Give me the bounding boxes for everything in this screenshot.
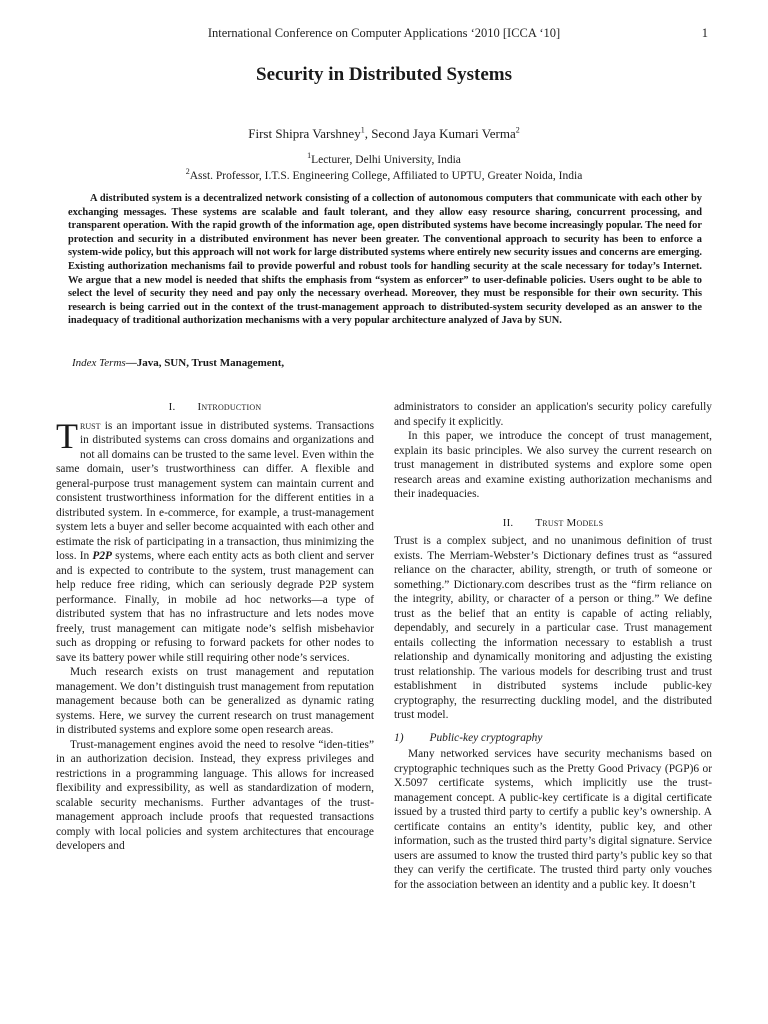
section-gap [394,502,712,516]
right-column [394,400,712,892]
affiliation-2-text: Asst. Professor, I.T.S. Engineering College, Affiliated to UPTU, Greater Noida, India [189,170,583,182]
author-separator: , [364,126,372,141]
section-number: I. [168,401,176,413]
intro-paragraph-1 [56,415,374,666]
intro-paragraph-2: Much research exists on trust management and reputation management. We don’t distinguish trust management from reputation management because both can be generalized as dynamic rating systems. Here, we survey the current research on trust management in distributed systems and explore some open research areas. [56,666,374,736]
subsection-title: Public-key cryptography [429,731,543,744]
intro-paragraph-5: In this paper, we introduce the concept of trust management, explain its basic principles. We also survey the current research on trust management in distributed systems and explore some open research areas and examine existing authorization mechanisms and their inadequacies. [394,430,712,500]
intro-p1-part-b: systems, where each entity acts as both client and server and is expected to contribute to the system, trust management can help reduce free riding, which can seriously degrade P2P system performance. Finally, in mobile ad hoc networks—a type of distributed system that has no infrastructure and lets nodes move freely, trust management can mitigate node’s selfish misbehavior such as dropping or refusing to forward packets for other nodes to save its battery power while still requiring other node’s services. [56,550,374,664]
abstract: A distributed system is a decentralized network consisting of a collection of autonomous computers that communicate with each other by exchanging messages. These systems are scalable and fault tolerant, and they allow easy resource sharing, concurrent processing, and transparent operation. With the rapid growth of the information age, open distributed systems have become increasingly popular. The need for protection and security in a distributed environment has never been greater. The conventional approach to security has been to enforce a system-wide policy, but this approach will not work for large distributed systems where entirely new security issues and concerns are emerging. Existing authorization mechanisms fail to provide powerful and robust tools for handling security at the scale necessary for today’s Internet. We argue that a new model is needed that shifts the emphasis from “system as enforcer” to user-definable policies. Users ought to be able to select the level of security they need and pay only the necessary overhead. Moreover, they must be responsible for their own security. This research is being carried out in the context of the trust-management approach to distributed-system security developed as an answer to the inadequacy of traditional authorization mechanisms with a very popular architecture analyzed of Java by SUN. [68,193,702,327]
index-terms-label: Index Terms [72,357,126,369]
intro-paragraph-4: administrators to consider an application's security policy carefully and specify it explicitly. [394,401,712,428]
intro-p2p-term: P2P [92,550,112,562]
intro-lead-word: rust [80,419,101,432]
section-heading-introduction [56,400,374,415]
section-number: II. [502,516,514,529]
page-bottom-fade [0,1006,768,1024]
affiliation-1 [0,151,768,166]
public-key-paragraph: Many networked services have security mechanisms based on cryptographic techniques such as the Pretty Good Privacy (PGP)6 or X.5097 certificate systems, which implicitly use the trust-management concept. A public-key certificate is a digital certificate issued by a trusted third party to certify a public key’s ownership. A certificate contains an entity’s identity, public key, and other information, such as the trusted third party’s digital signature. Service users are assumed to know the trusted third party’s public key so that they can verify the certificate. The trusted third party only vouches for the association between an identity and a public key. It doesn’t [394,748,712,891]
section-title: Trust Models [535,516,604,529]
index-terms-list: Java, SUN, Trust Management, [136,357,285,369]
section-title: Introduction [197,401,262,413]
index-terms [72,356,702,370]
section-heading-trust-models [394,516,712,531]
author-first: First Shipra Varshney [248,126,361,141]
author-first-sup: 1 [360,125,365,135]
subsection-number: 1) [394,731,404,744]
intro-p1-part-a: is an important issue in distributed systems. Transactions in distributed systems can cross domains and organizations and not all domains can be trusted to the same level. Even within the same domain, user’s trustworthiness can differ. A flexible and general-purpose trust management system can maintain current and consistent trustworthiness information for the different entities in a distributed system. In e-commerce, for example, a trust-management system lets a buyer and seller become acquainted with each other and estimate the risk of participating in a transaction, thus minimizing the loss. In [56,419,374,562]
subsection-heading-public-key [394,731,712,746]
paper-title: Security in Distributed Systems [256,64,512,85]
index-terms-dash: — [125,357,137,369]
left-column [56,400,374,854]
affiliation-1-sup: 1 [307,151,312,161]
trust-models-paragraph-1: Trust is a complex subject, and no unanimous definition of trust exists. The Merriam-Webster’s Dictionary defines trust as “assured reliance on the character, ability, strength, or truth of someone or something.” Dictionary.com describes trust as the “firm reliance on the integrity, ability, or character of a person or thing.” We define trust as the belief that an entity is capable of acting reliably, dependably, and securely in a particular case. Trust management entails collecting the information necessary to establish a trust relationship and dynamically monitoring and adjusting the existing trust relationship. The various models for describing trust and trust establishment in distributed systems include public-key cryptography, the resurrecting duckling model, and the distributed trust model. [394,535,712,721]
affiliation-2-sup: 2 [185,167,190,177]
drop-cap: T [56,415,78,456]
author-line [0,126,768,142]
affiliation-1-text: Lecturer, Delhi University, India [311,154,461,166]
author-second-sup: 2 [515,125,520,135]
intro-paragraph-3: Trust-management engines avoid the need to resolve “iden-tities” in an authorization decision. Instead, they express privileges and restrictions in a programming language. This allows for increased flexibility and expressibility, as well as standardization of modern, scalable security mechanisms. Further advantages of the trust-management approach include proofs that requested transactions comply with local policies and system architectures that encourage developers and [56,738,374,852]
author-second: Second Jaya Kumari Verma [371,126,516,141]
running-head: International Conference on Computer Applications ‘2010 [ICCA ‘10] [207,26,561,40]
page-number: 1 [701,26,708,40]
affiliation-2 [0,167,768,182]
